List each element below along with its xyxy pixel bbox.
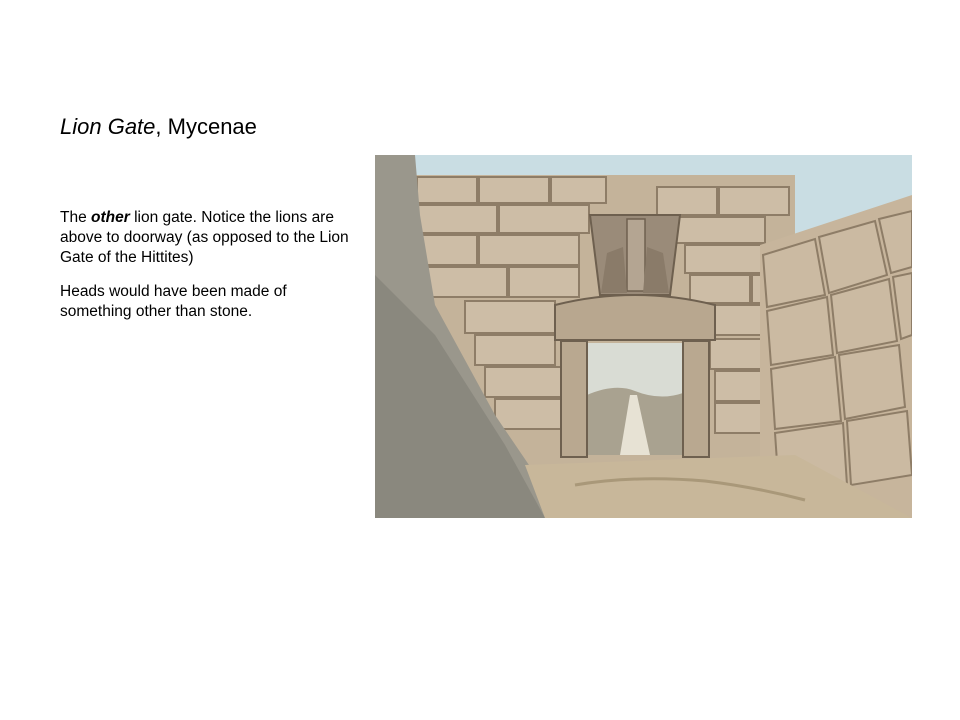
title-location: , Mycenae <box>155 114 257 139</box>
right-jamb <box>683 341 709 457</box>
lion-gate-illustration <box>375 155 912 518</box>
paragraph-1 <box>60 208 360 268</box>
lintel <box>555 295 715 340</box>
lion-gate-photo <box>375 155 912 518</box>
paragraph-1-emphasis: other <box>91 209 130 226</box>
bastion-blocks <box>763 211 912 491</box>
body-text <box>60 208 360 336</box>
left-jamb <box>561 341 587 457</box>
slide-title <box>60 114 257 140</box>
relief-column <box>627 219 645 291</box>
paragraph-1-end: lion gate. Notice the lions are above to doorway (as opposed to the Lion Gate of the Hittites) <box>60 209 349 266</box>
paragraph-1-start: The <box>60 209 92 226</box>
paragraph-2: Heads would have been made of something other than stone. <box>60 283 287 320</box>
title-artwork-name: Lion Gate <box>60 114 156 139</box>
